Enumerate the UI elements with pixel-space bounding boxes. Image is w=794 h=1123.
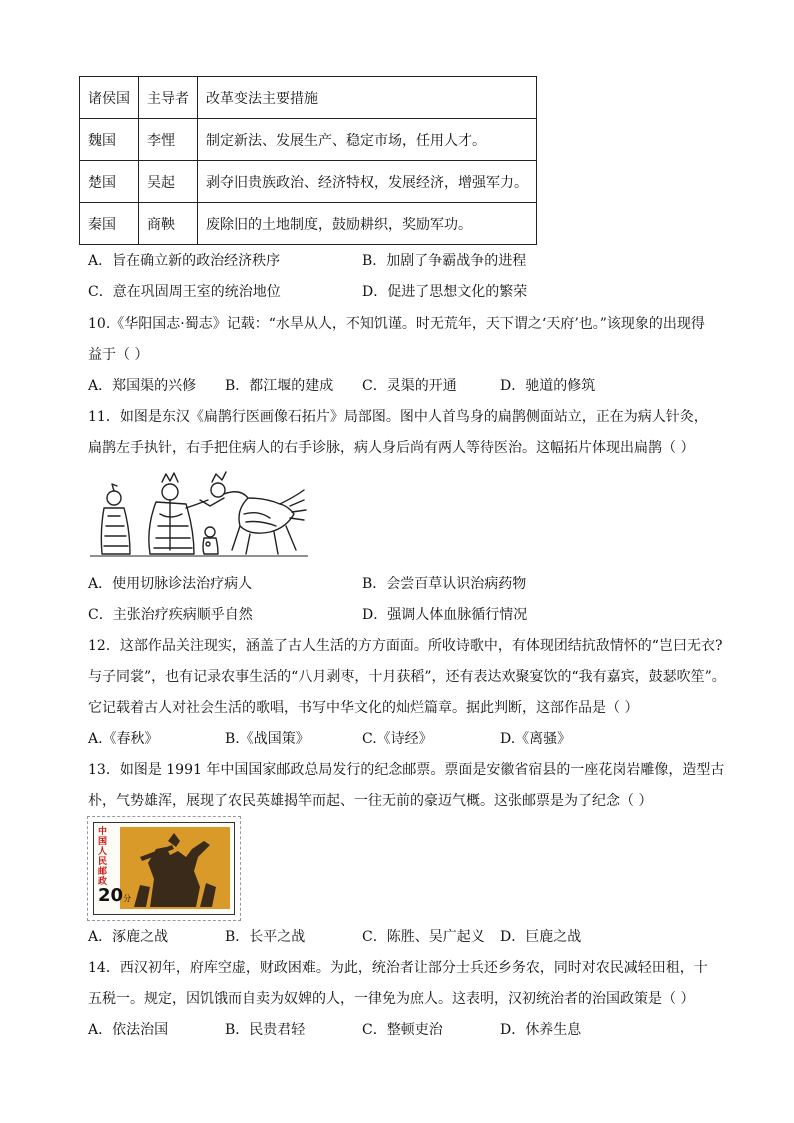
q12-option-c: C.《诗经》 <box>362 731 433 747</box>
table-cell: 商鞅 <box>139 203 198 245</box>
table-header-cell: 诸侯国 <box>80 77 139 119</box>
q12-stem-line2: 与子同裳”，也有记录农事生活的“八月剥枣，十月获稻”，还有表达欢聚宴饮的“我有嘉宾，鼓瑟吹笙”。 <box>88 669 726 685</box>
table-cell: 魏国 <box>80 119 139 161</box>
reform-table <box>79 76 537 245</box>
q12-option-b: B.《战国策》 <box>225 731 310 747</box>
q10-stem-line2: 益于（ ） <box>88 347 149 363</box>
stamp-value-unit: 分 <box>123 894 132 903</box>
statue-silhouette-icon <box>120 827 230 909</box>
table-header-row <box>80 77 537 119</box>
q11-option-c: C．主张治疗疾病顺乎自然 <box>88 607 253 623</box>
q14-stem-line1: 14．西汉初年，府库空虚，财政困难。为此，统治者让部分士兵还乡务农，同时对农民减轻田租，十 <box>88 960 708 976</box>
table-row <box>80 161 537 203</box>
q14-option-b: B．民贵君轻 <box>225 1022 306 1038</box>
q11-stem-line2: 扁鹊左手执针，右手把住病人的右手诊脉，病人身后尚有两人等待医治。这幅拓片体现出扁鹊（ ） <box>88 440 695 456</box>
q9-option-a: A．旨在确立新的政治经济秩序 <box>88 253 281 269</box>
table-cell: 楚国 <box>80 161 139 203</box>
q13-option-a: A．涿鹿之战 <box>88 929 169 945</box>
q9-option-c: C．意在巩固周王室的统治地位 <box>88 284 281 300</box>
table-header-cell: 改革变法主要措施 <box>198 77 537 119</box>
q13-option-c: C．陈胜、吴广起义 <box>362 929 485 945</box>
stamp-statue-art <box>120 827 230 909</box>
table-cell: 吴起 <box>139 161 198 203</box>
q11-stem-line1: 11．如图是东汉《扁鹊行医画像石拓片》局部图。图中人首鸟身的扁鹊侧面站立，正在为病人针灸， <box>88 409 708 425</box>
q10-option-a: A．郑国渠的兴修 <box>88 378 197 394</box>
stamp-face <box>93 822 235 915</box>
q11-option-a: A．使用切脉诊法治疗病人 <box>88 576 253 592</box>
stamp-value-number: 20 <box>98 885 124 906</box>
table-cell: 废除旧的土地制度，鼓励耕织，奖励军功。 <box>198 203 537 245</box>
q14-option-a: A．依法治国 <box>88 1022 169 1038</box>
bian-que-rubbing-image <box>90 470 308 562</box>
q13-stem-line1: 13．如图是 1991 年中国国家邮政总局发行的纪念邮票。票面是安徽省宿县的一座花岗岩雕像，造型古 <box>88 762 725 778</box>
q10-stem-line1: 10.《华阳国志·蜀志》记载：“水旱从人，不知饥谨。时无荒年，天下谓之‘天府’也。”该现象的出现得 <box>88 316 705 332</box>
q12-stem-line3: 它记载着古人对社会生活的歌唱，书写中华文化的灿烂篇章。据此判断，这部作品是（ ） <box>88 700 639 716</box>
q12-stem-line1: 12．这部作品关注现实，涵盖了古人生活的方方面面。所收诗歌中，有体现团结抗敌情怀的“岂曰无衣? <box>88 638 723 654</box>
q14-stem-line2: 五税一。规定，因饥饿而自卖为奴婢的人，一律免为庶人。这表明，汉初统治者的治国政策是（ ） <box>88 991 695 1007</box>
q13-stem-line2: 朴，气势雄浑，展现了农民英雄揭竿而起、一往无前的豪迈气概。这张邮票是为了纪念（ ） <box>88 793 653 809</box>
q9-option-b: B．加剧了争霸战争的进程 <box>362 253 527 269</box>
q11-option-d: D．强调人体血脉循行情况 <box>362 607 528 623</box>
q9-option-d: D．促进了思想文化的繁荣 <box>362 284 528 300</box>
q10-option-c: C．灵渠的开通 <box>362 378 457 394</box>
commemorative-stamp-image <box>87 816 241 921</box>
table-cell: 制定新法、发展生产、稳定市场，任用人才。 <box>198 119 537 161</box>
stamp-value <box>98 885 131 906</box>
q10-option-d: D．驰道的修筑 <box>500 378 596 394</box>
stamp-country-label: 中国人民邮政 <box>98 827 108 887</box>
q11-option-b: B．会尝百草认识治病药物 <box>362 576 527 592</box>
q13-option-b: B．长平之战 <box>225 929 306 945</box>
table-cell: 李悝 <box>139 119 198 161</box>
table-header-cell: 主导者 <box>139 77 198 119</box>
q14-option-c: C．整顿吏治 <box>362 1022 443 1038</box>
q13-option-d: D．巨鹿之战 <box>500 929 582 945</box>
q10-option-b: B．都江堰的建成 <box>225 378 334 394</box>
q12-option-a: A.《春秋》 <box>88 731 159 747</box>
q12-option-d: D.《离骚》 <box>500 731 572 747</box>
q14-option-d: D．休养生息 <box>500 1022 582 1038</box>
table-cell: 剥夺旧贵族政治、经济特权，发展经济，增强军力。 <box>198 161 537 203</box>
table-cell: 秦国 <box>80 203 139 245</box>
table-row <box>80 203 537 245</box>
table-row <box>80 119 537 161</box>
